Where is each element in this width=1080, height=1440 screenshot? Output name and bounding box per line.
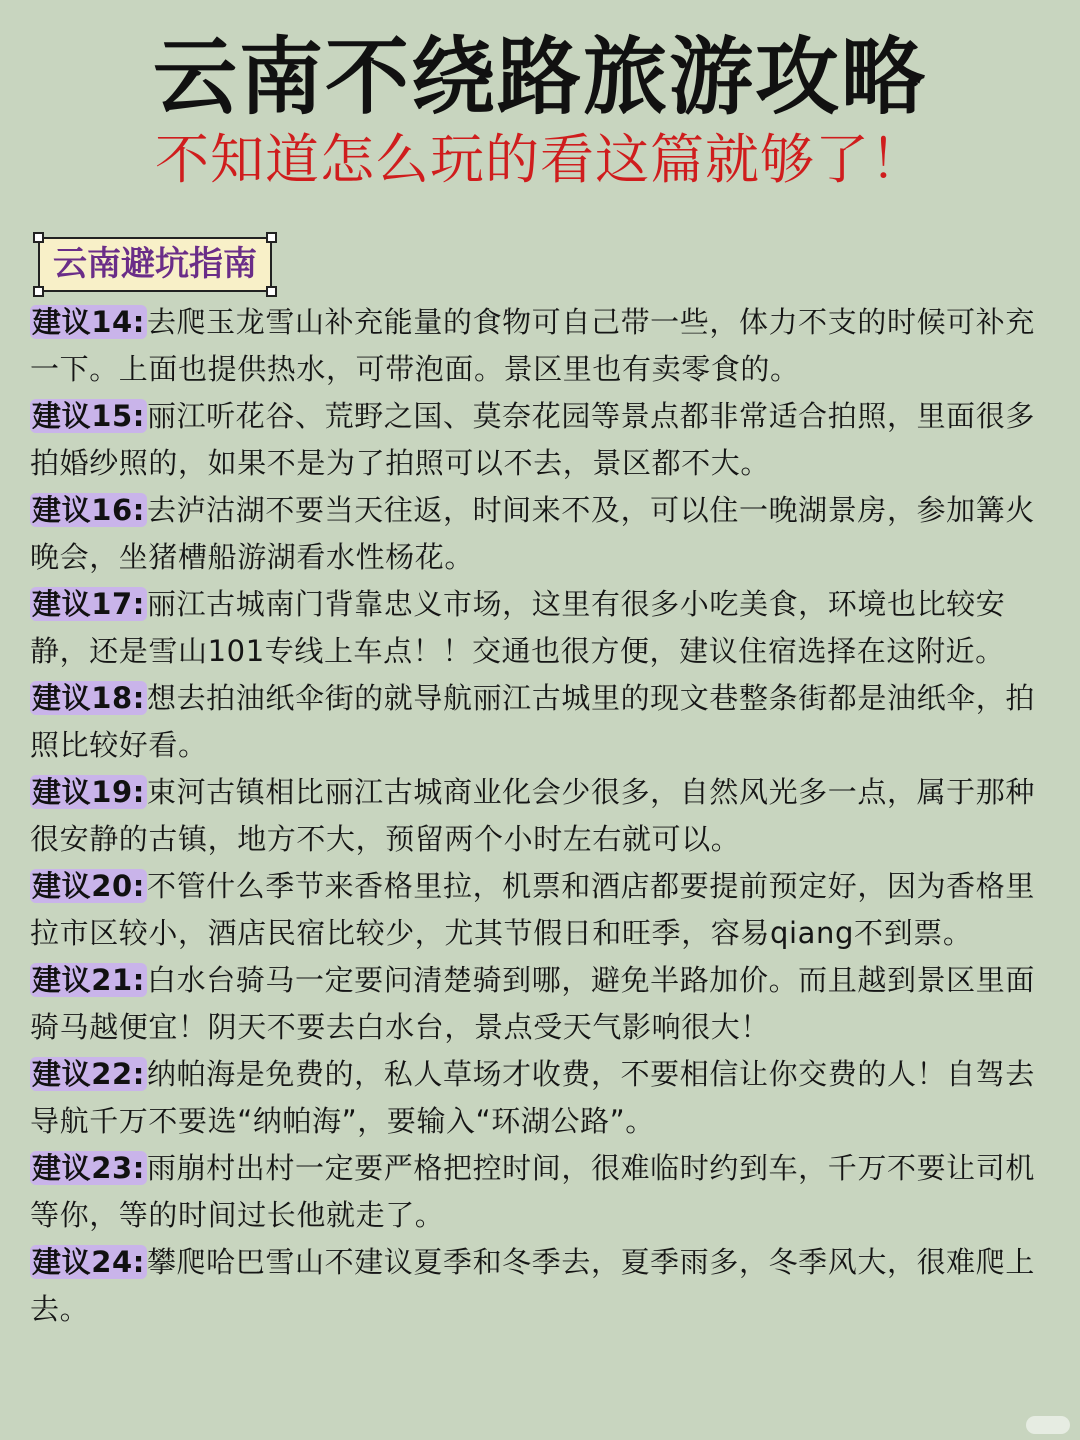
tip-text: 丽江听花谷、荒野之国、莫奈花园等景点都非常适合拍照，里面很多拍婚纱照的，如果不是为了拍照可以不去，景区都不大。 (30, 399, 1035, 480)
tip-text: 纳帕海是免费的，私人草场才收费，不要相信让你交费的人！自驾去导航千万不要选“纳帕海”，要输入“环湖公路”。 (30, 1057, 1035, 1138)
tips-list (30, 299, 1040, 1333)
tip-text: 束河古镇相比丽江古城商业化会少很多，自然风光多一点，属于那种很安静的古镇，地方不大，预留两个小时左右就可以。 (30, 775, 1035, 856)
tip-label: 建议18: (32, 681, 145, 715)
tip-label: 建议15: (32, 399, 145, 433)
tip-label: 建议16: (32, 493, 145, 527)
tip-label: 建议21: (32, 963, 145, 997)
section-tag (38, 237, 272, 292)
tip-item (30, 1239, 1040, 1333)
tip-item (30, 1051, 1040, 1145)
watermark-pill (1026, 1416, 1070, 1434)
tip-label: 建议14: (32, 305, 145, 339)
tip-item (30, 487, 1040, 581)
tip-label: 建议17: (32, 587, 145, 621)
tip-label: 建议23: (32, 1151, 145, 1185)
tip-item (30, 1145, 1040, 1239)
resize-handle-top-left (33, 232, 44, 243)
tip-label: 建议22: (32, 1057, 145, 1091)
resize-handle-top-right (266, 232, 277, 243)
tip-item (30, 581, 1040, 675)
tip-text: 不管什么季节来香格里拉，机票和酒店都要提前预定好，因为香格里拉市区较小，酒店民宿比较少，尤其节假日和旺季，容易qiang不到票。 (30, 869, 1035, 950)
resize-handle-bottom-right (266, 286, 277, 297)
tip-text: 去爬玉龙雪山补充能量的食物可自己带一些，体力不支的时候可补充一下。上面也提供热水，可带泡面。景区里也有卖零食的。 (30, 305, 1035, 386)
tip-text: 雨崩村出村一定要严格把控时间，很难临时约到车，千万不要让司机等你，等的时间过长他就走了。 (30, 1151, 1035, 1232)
tip-item (30, 957, 1040, 1051)
tip-label: 建议24: (32, 1245, 145, 1279)
tip-text: 去泸沽湖不要当天往返，时间来不及，可以住一晚湖景房，参加篝火晚会，坐猪槽船游湖看水性杨花。 (30, 493, 1035, 574)
tip-label: 建议20: (32, 869, 145, 903)
page-subtitle: 不知道怎么玩的看这篇就够了！ (155, 128, 925, 191)
tip-text: 丽江古城南门背靠忠义市场，这里有很多小吃美食，环境也比较安静，还是雪山101专线上车点！！交通也很方便，建议住宿选择在这附近。 (30, 587, 1006, 668)
tip-item (30, 675, 1040, 769)
tip-text: 想去拍油纸伞街的就导航丽江古城里的现文巷整条街都是油纸伞，拍照比较好看。 (30, 681, 1035, 762)
page-title: 云南不绕路旅游攻略 (152, 28, 927, 126)
tip-text: 攀爬哈巴雪山不建议夏季和冬季去，夏季雨多，冬季风大，很难爬上去。 (30, 1245, 1035, 1326)
tip-item (30, 299, 1040, 393)
tip-label: 建议19: (32, 775, 145, 809)
section-tag-label: 云南避坑指南 (53, 244, 257, 284)
resize-handle-bottom-left (33, 286, 44, 297)
tip-item (30, 769, 1040, 863)
tip-text: 白水台骑马一定要问清楚骑到哪，避免半路加价。而且越到景区里面骑马越便宜！阴天不要去白水台，景点受天气影响很大！ (30, 963, 1035, 1044)
tip-item (30, 393, 1040, 487)
tip-item (30, 863, 1040, 957)
